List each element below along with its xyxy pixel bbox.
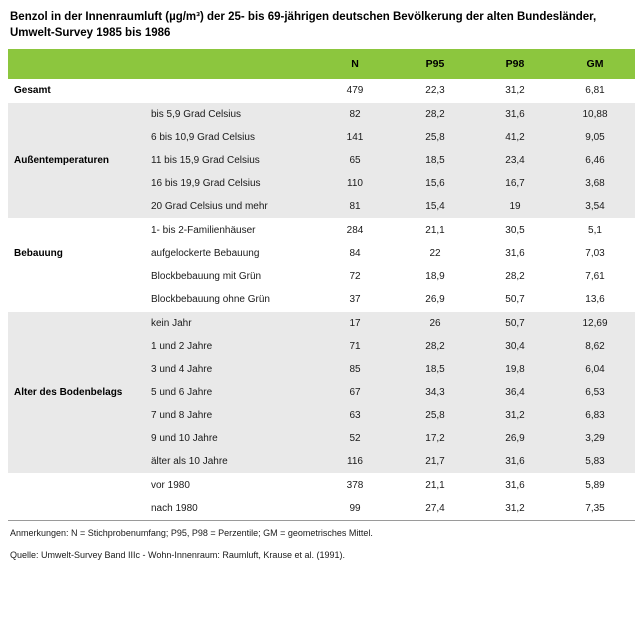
row-category-label: 3 und 4 Jahre [143, 358, 315, 381]
column-header-gm: GM [555, 49, 635, 79]
cell-p95: 15,4 [395, 195, 475, 219]
cell-p98: 16,7 [475, 172, 555, 195]
cell-n: 17 [315, 312, 395, 336]
cell-gm: 6,04 [555, 358, 635, 381]
cell-p95: 17,2 [395, 427, 475, 450]
row-group-label [8, 497, 143, 520]
cell-n: 63 [315, 404, 395, 427]
table-row [8, 381, 635, 404]
cell-n: 84 [315, 242, 395, 265]
cell-n: 82 [315, 103, 395, 127]
row-category-label [143, 79, 315, 103]
cell-n: 378 [315, 474, 395, 498]
column-header-n: N [315, 49, 395, 79]
cell-n: 67 [315, 381, 395, 404]
row-category-label: 9 und 10 Jahre [143, 427, 315, 450]
cell-gm: 8,62 [555, 335, 635, 358]
cell-p98: 19,8 [475, 358, 555, 381]
table-row [8, 427, 635, 450]
row-group-label [8, 427, 143, 450]
table-row [8, 79, 635, 103]
cell-p95: 25,8 [395, 126, 475, 149]
row-category-label: 20 Grad Celsius und mehr [143, 195, 315, 219]
column-header-p95: P95 [395, 49, 475, 79]
cell-p98: 26,9 [475, 427, 555, 450]
cell-gm: 10,88 [555, 103, 635, 127]
benzol-data-table [8, 49, 635, 520]
row-category-label: 16 bis 19,9 Grad Celsius [143, 172, 315, 195]
cell-n: 479 [315, 79, 395, 103]
table-row [8, 219, 635, 243]
footnote-source: Quelle: Umwelt-Survey Band IIIc - Wohn-Innenraum: Raumluft, Krause et al. (1991). [10, 549, 345, 560]
table-row [8, 312, 635, 336]
cell-p98: 31,6 [475, 474, 555, 498]
row-group-label [8, 265, 143, 288]
cell-p98: 50,7 [475, 312, 555, 336]
table-row [8, 195, 635, 219]
cell-gm: 9,05 [555, 126, 635, 149]
cell-p95: 15,6 [395, 172, 475, 195]
cell-p95: 26 [395, 312, 475, 336]
cell-p95: 18,9 [395, 265, 475, 288]
cell-p98: 50,7 [475, 288, 555, 312]
row-group-label [8, 335, 143, 358]
cell-gm: 3,68 [555, 172, 635, 195]
table-row [8, 149, 635, 172]
cell-n: 71 [315, 335, 395, 358]
cell-gm: 5,83 [555, 450, 635, 474]
cell-n: 99 [315, 497, 395, 520]
cell-p98: 31,2 [475, 497, 555, 520]
row-category-label: nach 1980 [143, 497, 315, 520]
table-row [8, 242, 635, 265]
row-group-label [8, 312, 143, 336]
cell-n: 141 [315, 126, 395, 149]
cell-p98: 36,4 [475, 381, 555, 404]
cell-n: 116 [315, 450, 395, 474]
cell-n: 65 [315, 149, 395, 172]
table-row [8, 103, 635, 127]
cell-p98: 19 [475, 195, 555, 219]
row-group-label: Alter des Bodenbelags [8, 381, 143, 404]
cell-p98: 28,2 [475, 265, 555, 288]
cell-gm: 7,61 [555, 265, 635, 288]
row-category-label: älter als 10 Jahre [143, 450, 315, 474]
row-category-label: kein Jahr [143, 312, 315, 336]
table-row [8, 404, 635, 427]
cell-gm: 12,69 [555, 312, 635, 336]
cell-p98: 31,6 [475, 103, 555, 127]
cell-n: 81 [315, 195, 395, 219]
footnote-annotations: Anmerkungen: N = Stichprobenumfang; P95, P98 = Perzentile; GM = geometrisches Mittel. [10, 528, 373, 539]
cell-p98: 31,2 [475, 404, 555, 427]
row-group-label [8, 219, 143, 243]
table-row [8, 358, 635, 381]
table-row [8, 335, 635, 358]
row-group-label [8, 172, 143, 195]
cell-p98: 41,2 [475, 126, 555, 149]
cell-p98: 31,6 [475, 242, 555, 265]
cell-gm: 3,54 [555, 195, 635, 219]
cell-p95: 28,2 [395, 103, 475, 127]
cell-p95: 18,5 [395, 149, 475, 172]
cell-gm: 6,81 [555, 79, 635, 103]
column-header-category [143, 49, 315, 79]
cell-p98: 23,4 [475, 149, 555, 172]
page-title: Benzol in der Innenraumluft (µg/m³) der 25- bis 69-jährigen deutschen Bevölkerung der alten Bundesländer, Umwelt-Survey 1985 bis 1986 [10, 11, 597, 39]
cell-gm: 6,53 [555, 381, 635, 404]
table-row [8, 450, 635, 474]
table-row [8, 474, 635, 498]
row-group-label: Außentemperaturen [8, 149, 143, 172]
row-category-label: 1 und 2 Jahre [143, 335, 315, 358]
cell-p95: 21,7 [395, 450, 475, 474]
header-row [8, 49, 635, 79]
cell-gm: 3,29 [555, 427, 635, 450]
cell-p95: 21,1 [395, 219, 475, 243]
row-category-label: 5 und 6 Jahre [143, 381, 315, 404]
row-group-label [8, 358, 143, 381]
table-row [8, 172, 635, 195]
footnotes [8, 521, 635, 566]
cell-p98: 30,4 [475, 335, 555, 358]
cell-p98: 30,5 [475, 219, 555, 243]
cell-p95: 25,8 [395, 404, 475, 427]
cell-gm: 5,1 [555, 219, 635, 243]
cell-p98: 31,2 [475, 79, 555, 103]
row-group-label [8, 450, 143, 474]
cell-gm: 6,83 [555, 404, 635, 427]
row-group-label [8, 404, 143, 427]
table-row [8, 497, 635, 520]
cell-p95: 22 [395, 242, 475, 265]
cell-n: 284 [315, 219, 395, 243]
cell-gm: 13,6 [555, 288, 635, 312]
row-group-label [8, 288, 143, 312]
cell-p95: 18,5 [395, 358, 475, 381]
cell-gm: 6,46 [555, 149, 635, 172]
row-group-label [8, 474, 143, 498]
cell-gm: 5,89 [555, 474, 635, 498]
cell-n: 85 [315, 358, 395, 381]
row-category-label: 1- bis 2-Familienhäuser [143, 219, 315, 243]
cell-gm: 7,35 [555, 497, 635, 520]
column-header-group [8, 49, 143, 79]
cell-p95: 21,1 [395, 474, 475, 498]
row-group-label [8, 103, 143, 127]
cell-gm: 7,03 [555, 242, 635, 265]
column-header-p98: P98 [475, 49, 555, 79]
cell-p95: 26,9 [395, 288, 475, 312]
row-category-label: Blockbebauung ohne Grün [143, 288, 315, 312]
row-category-label: 11 bis 15,9 Grad Celsius [143, 149, 315, 172]
row-category-label: aufgelockerte Bebauung [143, 242, 315, 265]
cell-n: 72 [315, 265, 395, 288]
cell-p95: 28,2 [395, 335, 475, 358]
row-category-label: 6 bis 10,9 Grad Celsius [143, 126, 315, 149]
row-category-label: Blockbebauung mit Grün [143, 265, 315, 288]
row-group-label [8, 195, 143, 219]
table-row [8, 288, 635, 312]
cell-p95: 34,3 [395, 381, 475, 404]
row-category-label: bis 5,9 Grad Celsius [143, 103, 315, 127]
table-row [8, 265, 635, 288]
row-group-label [8, 126, 143, 149]
cell-p95: 22,3 [395, 79, 475, 103]
cell-n: 37 [315, 288, 395, 312]
cell-n: 110 [315, 172, 395, 195]
cell-n: 52 [315, 427, 395, 450]
cell-p95: 27,4 [395, 497, 475, 520]
table-header [8, 49, 635, 79]
row-category-label: 7 und 8 Jahre [143, 404, 315, 427]
table-row [8, 126, 635, 149]
table-body [8, 79, 635, 520]
row-group-label: Bebauung [8, 242, 143, 265]
row-category-label: vor 1980 [143, 474, 315, 498]
row-group-label: Gesamt [8, 79, 143, 103]
cell-p98: 31,6 [475, 450, 555, 474]
